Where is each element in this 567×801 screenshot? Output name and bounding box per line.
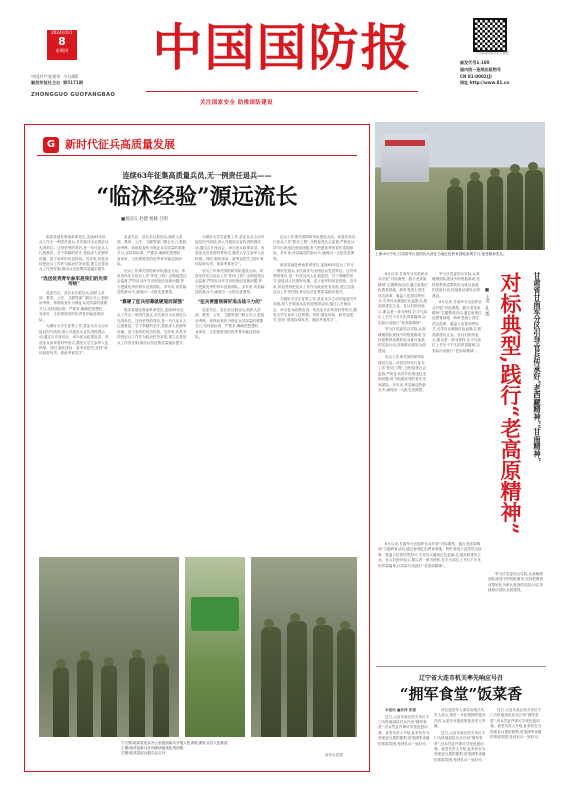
feature-para-4b: 临沭县地处鲁南革命老区,连续63年征兵工作无一例责任退兵,多次被评为全国征兵先进单位。这份荣誉的背后,是一代代征兵人扎根基层、甘于奉献的坚守,是临沭人民拥军优属、送子参军的优良传统。近年来,该县坚持把征兵工作作为政治任务来抓,建立完善征兵工作责任制,推动兵员征集质量稳步提升。 xyxy=(273,263,357,295)
feature-col-3 xyxy=(195,235,265,535)
right-photo xyxy=(375,122,545,250)
banner-rule xyxy=(37,155,357,156)
right-col-2 xyxy=(432,272,482,538)
banner-logo-icon: G xyxy=(43,137,59,153)
bottom-story-headline: “拥军食堂”饭菜香 xyxy=(399,685,523,703)
right-col-4 xyxy=(488,572,544,660)
feature-para-2: 县委书记、县长亲自抓征兵,组织人武部、教育、公安、卫健等部门联合办公,把政治考核、体格检查作为保证兵员质量的重要关口,坚持高标准、严要求,确保把思想好、身体好、文化程度高的优秀青年输送到部队。 xyxy=(117,235,187,267)
photo-caption-1: 上图:临沭县新兵在训练场接受队列训练 xyxy=(121,746,184,750)
date-day: 8 xyxy=(58,35,66,48)
feature-photo-left xyxy=(39,557,179,737)
date-box xyxy=(47,30,77,60)
feature-para-1b: 县委书记、县长亲自抓征兵,组织人武部、教育、公安、卫健等部门联合办公,把政治考核、体格检查作为保证兵员质量的重要关口,坚持高标准、严要求,确保把思想好、身体好、文化程度高的优秀青年输送到部队。 xyxy=(39,290,109,322)
feature-byline: ■刘国义 赵健 杨晓 吕明 xyxy=(121,217,168,222)
feature-photo-captions xyxy=(121,741,321,756)
feature-col-4 xyxy=(273,235,357,535)
pinyin: ZHONGGUO GUOFANGBAO xyxy=(31,92,116,98)
left-info-0: 中国共产党领导 xyxy=(31,74,61,79)
feature-para-1c: 为做好大学生征集工作,县征兵办主动对接县内外高校,深入开展征兵宣传进校园活动,通过召开座谈会、举办征兵政策宣讲、发放征兵宣传资料等形式,激发大学生参军入伍热情。同时,强化体检、政考双把关,坚持“谁体检谁负责、谁政考谁签字”。 xyxy=(39,324,109,356)
bottom-byline: 本报讯 ■孙涛 张蓉 xyxy=(385,708,417,712)
right-col-3 xyxy=(378,542,482,660)
feature-para-3b: 征兵工作事关国防和军队建设大局。该县坚持实行征兵工作“阳光工程”,全程接受社会监督,严防征兵环节出现违纪违规问题,努力把最优秀的青年送到部队。多年来,该县输送的新兵中,涌现出一大批先进典型。 xyxy=(195,268,265,295)
feature-para-1: 临沭县地处鲁南革命老区,连续63年征兵工作无一例责任退兵,多次被评为全国征兵先进单位。这份荣誉的背后,是一代代征兵人扎根基层、甘于奉献的坚守,是临沭人民拥军优属、送子参军的优良传统。近年来,该县坚持把征兵工作作为政治任务来抓,建立完善征兵工作责任制,推动兵员征集质量稳步提升。 xyxy=(39,235,109,272)
bottom-story-rule xyxy=(376,666,546,667)
right-headline-vertical: 对标典型,践行“老高原精神” xyxy=(498,272,523,535)
right-para-2: 军分区党委结合实际,认真梳理部队建设中的短板弱项,坚持把教育成果转化为练兵备战的实际行动,持续推动部队全面建设。 xyxy=(432,272,480,298)
right-para-4: 军分区党委结合实际,认真梳理部队建设中的短板弱项,坚持把教育成果转化为练兵备战的实际行动,持续推动部队全面建设。 xyxy=(488,572,544,593)
feature-box xyxy=(24,124,370,772)
bottom-story-kicker: 辽宁省大连市机关率先响应号召 xyxy=(418,675,503,682)
photo-credit: 新华社供图 xyxy=(325,753,343,757)
feature-photo-right xyxy=(251,557,357,737)
masthead-red-rule xyxy=(146,91,418,92)
feature-headline: “临沭经验”源远流长 xyxy=(96,184,298,210)
left-info-3: 第5171期 xyxy=(63,80,84,86)
right-info-0: 邮发代号1-180 xyxy=(460,60,490,65)
masthead-right-info xyxy=(460,60,540,87)
bottom-para-2: 该区退役军人事务局相关负责人表示,将进一步拓展拥军服务内容,让更多优惠政策惠及军人军属。 xyxy=(434,708,486,729)
feature-para-3c: 县委书记、县长亲自抓征兵,组织人武部、教育、公安、卫健等部门联合办公,把政治考核、体格检查作为保证兵员质量的重要关口,坚持高标准、严要求,确保把思想好、身体好、文化程度高的优秀青年输送到部队。 xyxy=(195,308,265,340)
right-para-1: 6月以来,甘南军分区组织官兵开展“对标典型、践行老高原精神”主题教育活动,通过参观红色教育基地、聆听老战士讲述戍边故事、重温入伍誓词等形式,引导官兵赓续红色血脉,扎根高原建功立业。官兵们纷纷表示,要以老一辈为榜样,在平凡岗位上书写不平凡的青春篇章,以实际行动践行“老高原精神”。 xyxy=(378,272,428,325)
feature-subhead-2: “靠硬了征兵招募就硬道而谋强” xyxy=(119,299,185,305)
photo-caption-0: 下方图:临沭县征兵办公室组织新兵开展入伍训练,做好兵员入伍准备 xyxy=(121,741,228,745)
bottom-para-3: 近日,大连市某区机关单位专门为驻地部队官兵开设“拥军食堂”,官兵凭证件即可享受优惠用餐。食堂负责人介绍,此举旨在为驻地官兵提供便利,营造拥军优属的浓厚氛围,受到官兵一致好评。 xyxy=(490,708,542,740)
qr-caption: 中国国防报社官方微信 xyxy=(477,51,509,55)
feature-para-2b: 征兵工作事关国防和军队建设大局。该县坚持实行征兵工作“阳光工程”,全程接受社会监督,严防征兵环节出现违纪违规问题,努力把最优秀的青年送到部队。多年来,该县输送的新兵中,涌现出一大批先进典型。 xyxy=(117,268,187,295)
feature-photo-center xyxy=(185,557,245,737)
right-info-2: CN 81-0002(J) xyxy=(460,73,492,79)
right-byline-0: ■ 王昊 xyxy=(484,288,490,304)
right-photo-caption: 上图:6月中旬,甘肃省军区某团官兵前往当地红色教育基地参观学习,接受精神洗礼。 xyxy=(375,252,507,256)
right-byline-1: 孔 凯 xyxy=(484,306,490,317)
right-para-2b: 6月以来,甘南军分区组织官兵开展“对标典型、践行老高原精神”主题教育活动,通过参观红色教育基地、聆听老战士讲述戍边故事、重温入伍誓词等形式,引导官兵赓续红色血脉,扎根高原建功立业。官兵们纷纷表示,要以老一辈为榜样,在平凡岗位上书写不平凡的青春篇章,以实际行动践行“老高原精神”。 xyxy=(432,300,482,353)
qr-code-icon xyxy=(473,18,507,52)
masthead-left-info xyxy=(31,74,111,86)
feature-para-4c: 为做好大学生征集工作,县征兵办主动对接县内外高校,深入开展征兵宣传进校园活动,通过召开座谈会、举办征兵政策宣讲、发放征兵宣传资料等形式,激发大学生参军入伍热情。同时,强化体检、政考双把关,坚持“谁体检谁负责、谁政考谁签字”。 xyxy=(273,296,357,323)
feature-para-3: 为做好大学生征集工作,县征兵办主动对接县内外高校,深入开展征兵宣传进校园活动,通过召开座谈会、举办征兵政策宣讲、发放征兵宣传资料等形式,激发大学生参军入伍热情。同时,强化体检、政考双把关,坚持“谁体检谁负责、谁政考谁签字”。 xyxy=(195,235,265,267)
feature-kicker: 连续63年征集高质量兵员,无一例责任退兵—— xyxy=(122,171,272,180)
banner-title: 新时代征兵高质量发展 xyxy=(65,138,175,151)
feature-col-1 xyxy=(39,235,109,555)
right-info-3: 网址 http://www.81.cn xyxy=(460,80,510,86)
right-subhead-vertical: 甘肃省甘南军分区引导官兵传承好“老西藏精神”“甘南精神” xyxy=(533,272,542,462)
photo-caption-2: 左图:临沭县征兵报告会召开 xyxy=(121,751,166,755)
bottom-col-2 xyxy=(434,708,486,790)
bottom-col-1 xyxy=(378,708,430,790)
slogan: 关注国家安全 助推国防建设 xyxy=(200,100,274,106)
left-info-2: 解放军报社主办 xyxy=(31,80,61,86)
date-year-month: 2024年6月 xyxy=(51,30,73,35)
right-byline xyxy=(484,288,489,348)
feature-col-2 xyxy=(117,235,187,535)
date-weekday: 星期四 xyxy=(55,48,69,53)
feature-subhead-1: “选送优秀青年参军是我们的光荣传统” xyxy=(40,276,108,288)
feature-subhead-3: “征兵要重视骑好追击战斗力的” xyxy=(197,299,263,305)
masthead xyxy=(0,0,567,110)
feature-para-2c: 临沭县地处鲁南革命老区,连续63年征兵工作无一例责任退兵,多次被评为全国征兵先进单位。这份荣誉的背后,是一代代征兵人扎根基层、甘于奉献的坚守,是临沭人民拥军优属、送子参军的优良传统。近年来,该县坚持把征兵工作作为政治任务来抓,建立完善征兵工作责任制,推动兵员征集质量稳步提升。 xyxy=(117,308,187,345)
feature-para-4: 征兵工作事关国防和军队建设大局。该县坚持实行征兵工作“阳光工程”,全程接受社会监督,严防征兵环节出现违纪违规问题,努力把最优秀的青年送到部队。多年来,该县输送的新兵中,涌现出一大批先进典型。 xyxy=(273,235,356,261)
right-para-1c: 征兵工作事关国防和军队建设大局。该县坚持实行征兵工作“阳光工程”,全程接受社会监督,严防征兵环节出现违纪违规问题,努力把最优秀的青年送到部队。多年来,该县输送的新兵中,涌现出一大批先进典型。 xyxy=(378,355,426,392)
right-para-1b: 军分区党委结合实际,认真梳理部队建设中的短板弱项,坚持把教育成果转化为练兵备战的实际行动,持续推动部队全面建设。 xyxy=(378,327,426,353)
left-info-1: 今日4版 xyxy=(63,74,79,79)
bottom-para-1: 近日,大连市某区机关单位专门为驻地部队官兵开设“拥军食堂”,官兵凭证件即可享受优惠用餐。食堂负责人介绍,此举旨在为驻地官兵提供便利,营造拥军优属的浓厚氛围,受到官兵一致好评。 xyxy=(378,714,430,746)
right-col-1 xyxy=(378,272,428,538)
right-para-3: 6月以来,甘南军分区组织官兵开展“对标典型、践行老高原精神”主题教育活动,通过参观红色教育基地、聆听老战士讲述戍边故事、重温入伍誓词等形式,引导官兵赓续红色血脉,扎根高原建功立业。官兵们纷纷表示,要以老一辈为榜样,在平凡岗位上书写不平凡的青春篇章,以实际行动践行“老高原精神”。 xyxy=(378,542,482,568)
bottom-para-2b: 近日,大连市某区机关单位专门为驻地部队官兵开设“拥军食堂”,官兵凭证件即可享受优惠用餐。食堂负责人介绍,此举旨在为驻地官兵提供便利,营造拥军优属的浓厚氛围,受到官兵一致好评。 xyxy=(434,730,486,762)
right-info-1: 国内统一连续出版物号 xyxy=(460,66,501,72)
bottom-col-3 xyxy=(490,708,544,790)
newspaper-title: 中国国防报 xyxy=(152,18,413,77)
